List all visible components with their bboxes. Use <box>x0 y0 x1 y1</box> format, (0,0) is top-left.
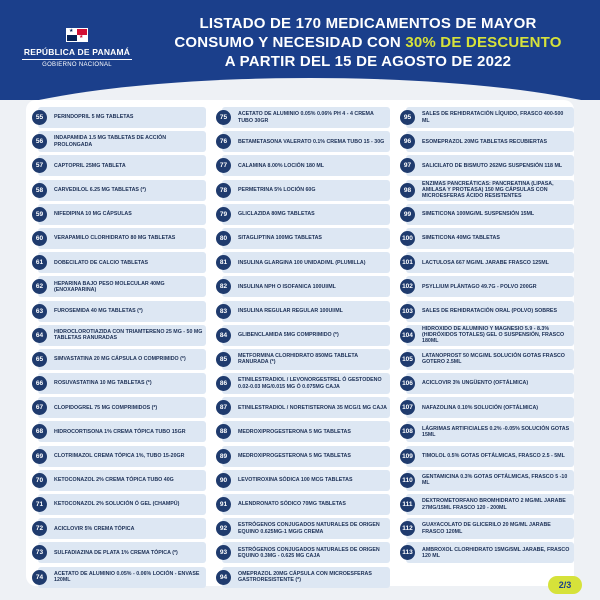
medication-item <box>216 300 390 323</box>
item-number-badge: 92 <box>216 521 231 536</box>
item-number-badge: 91 <box>216 497 231 512</box>
medication-item <box>32 179 206 202</box>
medication-item <box>216 493 390 516</box>
medication-item <box>400 396 574 419</box>
medication-name: ESOMEPRAZOL 20MG TABLETAS RECUBIERTAS <box>406 131 574 152</box>
medication-item <box>216 130 390 153</box>
item-number-badge: 65 <box>32 352 47 367</box>
item-number-badge: 73 <box>32 545 47 560</box>
medication-item <box>400 324 574 347</box>
item-number-badge: 95 <box>400 110 415 125</box>
medication-item <box>32 300 206 323</box>
item-number-badge: 113 <box>400 545 415 560</box>
item-number-badge: 82 <box>216 279 231 294</box>
medication-name: ACICLOVIR 3% UNGÜENTO (OFTÁLMICA) <box>406 373 574 394</box>
medication-column-3 <box>400 106 574 566</box>
medication-item <box>216 275 390 298</box>
header-curve <box>0 78 600 100</box>
title-line-1: LISTADO DE 170 MEDICAMENTOS DE MAYOR <box>199 15 537 32</box>
medication-name: GENTAMICINA 0.3% GOTAS OFTÁLMICAS, FRASCO 5 -10 ML <box>406 470 574 491</box>
medication-item <box>32 154 206 177</box>
item-number-badge: 74 <box>32 570 47 585</box>
item-number-badge: 98 <box>400 183 415 198</box>
medication-item <box>32 420 206 443</box>
medication-item <box>32 566 206 589</box>
medication-item <box>400 372 574 395</box>
medication-name: PERINDOPRIL 5 MG TABLETAS <box>38 107 206 128</box>
item-number-badge: 78 <box>216 183 231 198</box>
medication-name: CALAMINA 8.00% LOCIÓN 180 ML <box>222 155 390 176</box>
medication-item <box>216 566 390 589</box>
medication-name: VERAPAMILO CLORHIDRATO 80 MG TABLETAS <box>38 228 206 249</box>
title-line-3: A PARTIR DEL 15 DE AGOSTO DE 2022 <box>224 53 512 70</box>
medication-name: SALICILATO DE BISMUTO 262MG SUSPENSIÓN 118 ML <box>406 155 574 176</box>
medication-item <box>216 420 390 443</box>
item-number-badge: 71 <box>32 497 47 512</box>
item-number-badge: 77 <box>216 158 231 173</box>
medication-name: ROSUVASTATINA 10 MG TABLETAS (*) <box>38 373 206 394</box>
item-number-badge: 111 <box>400 497 415 512</box>
medication-item <box>400 300 574 323</box>
item-number-badge: 68 <box>32 424 47 439</box>
page-title <box>158 14 578 71</box>
medication-item <box>216 445 390 468</box>
item-number-badge: 104 <box>400 328 415 343</box>
item-number-badge: 109 <box>400 449 415 464</box>
item-number-badge: 61 <box>32 255 47 270</box>
medication-item <box>400 275 574 298</box>
discount-highlight: 30% DE DESCUENTO <box>405 34 562 51</box>
medication-name: LÁGRIMAS ARTIFICIALES 0.2% -0.05% SOLUCIÓN GOTAS 15ML <box>406 421 574 442</box>
item-number-badge: 60 <box>32 231 47 246</box>
medication-name: ALENDRONATO SÓDICO 70MG TABLETAS <box>222 494 390 515</box>
medication-item <box>400 445 574 468</box>
medication-name: PSYLLIUM PLÁNTAGO 49.7G - POLVO 200GR <box>406 276 574 297</box>
item-number-badge: 72 <box>32 521 47 536</box>
item-number-badge: 105 <box>400 352 415 367</box>
medication-item <box>32 106 206 129</box>
header-banner <box>0 0 600 100</box>
medication-name: SIMETICONA 40MG TABLETAS <box>406 228 574 249</box>
medication-name: ETINILESTRADIOL / LEVONORGESTREL Ó GESTODENO 0.02-0.03 MG/0.015 MG Ó 0.075MG CAJA <box>222 373 390 394</box>
medication-name: GLICLAZIDA 80MG TABLETAS <box>222 204 390 225</box>
item-number-badge: 101 <box>400 255 415 270</box>
item-number-badge: 108 <box>400 424 415 439</box>
medication-name: SALES DE REHIDRATACIÓN ORAL (POLVO) SOBRES <box>406 301 574 322</box>
item-number-badge: 69 <box>32 449 47 464</box>
medication-name: ESTRÓGENOS CONJUGADOS NATURALES DE ORIGEN EQUINO 0.3MG - 0.625 MG CAJA <box>222 542 390 563</box>
medication-name: OMEPRAZOL 20MG CÁPSULA CON MICROESFERAS GASTRORESISTENTE (*) <box>222 567 390 588</box>
medication-name: DEXTROMETORFANO BROMHIDRATO 2 MG/ML JARABE 27MG/15ML FRASCO 120 - 200ML <box>406 494 574 515</box>
medication-name: CARVEDILOL 6.25 MG TABLETAS (*) <box>38 180 206 201</box>
item-number-badge: 107 <box>400 400 415 415</box>
medication-item <box>32 445 206 468</box>
medication-item <box>32 541 206 564</box>
item-number-badge: 94 <box>216 570 231 585</box>
medication-name: KETOCONAZOL 2% SOLUCIÓN Ó GEL (CHAMPÚ) <box>38 494 206 515</box>
medication-name: INSULINA REGULAR REGULAR 100UI/ML <box>222 301 390 322</box>
medication-item <box>400 517 574 540</box>
medication-name: ESTRÓGENOS CONJUGADOS NATURALES DE ORIGEN EQUINO 0.625MG-1 MG/G CREMA <box>222 518 390 539</box>
item-number-badge: 87 <box>216 400 231 415</box>
item-number-badge: 63 <box>32 304 47 319</box>
item-number-badge: 75 <box>216 110 231 125</box>
item-number-badge: 62 <box>32 279 47 294</box>
item-number-badge: 83 <box>216 304 231 319</box>
item-number-badge: 112 <box>400 521 415 536</box>
medication-item <box>32 348 206 371</box>
title-line-2-pre: CONSUMO Y NECESIDAD CON <box>174 34 401 51</box>
medication-item <box>216 372 390 395</box>
medication-name: SITAGLIPTINA 100MG TABLETAS <box>222 228 390 249</box>
medication-name: LATANOPROST 50 MCG/ML SOLUCIÓN GOTAS FRASCO GOTERO 2.5ML <box>406 349 574 370</box>
medication-item <box>32 130 206 153</box>
item-number-badge: 70 <box>32 473 47 488</box>
medication-item <box>32 517 206 540</box>
medication-item <box>216 324 390 347</box>
item-number-badge: 79 <box>216 207 231 222</box>
medication-name: PERMETRINA 5% LOCIÓN 60G <box>222 180 390 201</box>
medication-name: ENZIMAS PANCREÁTICAS: PANCREATINA (LIPASA, AMILASA Y PROTEASA) 150 MG CÁPSULAS CON MICROESFERAS ÁCIDO RESISTENTES <box>406 180 574 201</box>
medication-item <box>216 154 390 177</box>
medication-name: ACETATO DE ALUMINIO 0.05% - 0.06% LOCIÓN - ENVASE 120ML <box>38 567 206 588</box>
item-number-badge: 58 <box>32 183 47 198</box>
medication-item <box>400 106 574 129</box>
medication-item <box>400 154 574 177</box>
medication-item <box>32 493 206 516</box>
medication-name: ACICLOVIR 5% CREMA TÓPICA <box>38 518 206 539</box>
medication-name: GUAYACOLATO DE GLICERILO 20 MG/ML JARABE FRASCO 120ML <box>406 518 574 539</box>
item-number-badge: 100 <box>400 231 415 246</box>
medication-item <box>216 203 390 226</box>
medication-item <box>400 130 574 153</box>
medication-item <box>216 469 390 492</box>
medication-name: CLOPIDOGREL 75 MG COMPRIMIDOS (*) <box>38 397 206 418</box>
medication-name: TIMOLOL 0.5% GOTAS OFTÁLMICAS, FRASCO 2.5 - 5ML <box>406 446 574 467</box>
medication-name: FUROSEMIDA 40 MG TABLETAS (*) <box>38 301 206 322</box>
medication-name: LEVOTIROXINA SÓDICA 100 MCG TABLETAS <box>222 470 390 491</box>
medication-item <box>400 251 574 274</box>
medication-column-2 <box>216 106 390 590</box>
item-number-badge: 80 <box>216 231 231 246</box>
title-line-2 <box>158 33 578 52</box>
item-number-badge: 86 <box>216 376 231 391</box>
medication-item <box>400 469 574 492</box>
item-number-badge: 96 <box>400 134 415 149</box>
item-number-badge: 103 <box>400 304 415 319</box>
item-number-badge: 59 <box>32 207 47 222</box>
item-number-badge: 76 <box>216 134 231 149</box>
medication-name: LACTULOSA 667 MG/ML JARABE FRASCO 125ML <box>406 252 574 273</box>
medication-name: MEDROXIPROGESTERONA 5 MG TABLETAS <box>222 446 390 467</box>
medication-name: HIDROCORTISONA 1% CREMA TÓPICA TUBO 15GR <box>38 421 206 442</box>
item-number-badge: 93 <box>216 545 231 560</box>
medication-name: KETOCONAZOL 2% CREMA TÓPICA TUBO 40G <box>38 470 206 491</box>
medication-item <box>216 251 390 274</box>
medication-name: METFORMINA CLORHIDRATO 850MG TABLETA RANURADA (*) <box>222 349 390 370</box>
medication-item <box>400 348 574 371</box>
medication-item <box>400 203 574 226</box>
medication-name: CAPTOPRIL 25MG TABLETA <box>38 155 206 176</box>
medication-name: SIMETICONA 100MG/ML SUSPENSIÓN 15ML <box>406 204 574 225</box>
medication-name: INDAPAMIDA 1.5 MG TABLETAS DE ACCIÓN PROLONGADA <box>38 131 206 152</box>
medication-item <box>400 179 574 202</box>
medication-name: NIFEDIPINA 10 MG CÁPSULAS <box>38 204 206 225</box>
medication-item <box>216 179 390 202</box>
item-number-badge: 97 <box>400 158 415 173</box>
item-number-badge: 56 <box>32 134 47 149</box>
medication-item <box>216 227 390 250</box>
medication-name: BETAMETASONA VALERATO 0.1% CREMA TUBO 15 - 30G <box>222 131 390 152</box>
medication-column-1 <box>32 106 206 590</box>
item-number-badge: 64 <box>32 328 47 343</box>
medication-name: SULFADIAZINA DE PLATA 1% CREMA TÓPICA (*) <box>38 542 206 563</box>
medication-name: HIDROCLOROTIAZIDA CON TRIAMTERENO 25 MG - 50 MG TABLETAS RANURADAS <box>38 325 206 346</box>
medication-name: DOBECILATO DE CALCIO TABLETAS <box>38 252 206 273</box>
item-number-badge: 110 <box>400 473 415 488</box>
medication-item <box>32 203 206 226</box>
medication-item <box>216 106 390 129</box>
medication-name: ACETATO DE ALUMINIO 0.05% 0.06% PH 4 - 4 CREMA TUBO 30GR <box>222 107 390 128</box>
medication-name: HEPARINA BAJO PESO MOLECULAR 40MG (ENOXAPARINA) <box>38 276 206 297</box>
medication-item <box>216 541 390 564</box>
panama-flag-icon <box>66 28 88 42</box>
government-logo <box>22 28 132 68</box>
medication-item <box>400 227 574 250</box>
medication-item <box>32 372 206 395</box>
medication-item <box>32 324 206 347</box>
country-name: REPÚBLICA DE PANAMÁ <box>23 47 131 57</box>
medication-item <box>32 227 206 250</box>
page-indicator: 2/3 <box>548 576 582 594</box>
medication-item <box>32 251 206 274</box>
medication-name: INSULINA GLARGINA 100 UNIDAD/ML (PLUMILLA) <box>222 252 390 273</box>
medication-name: GLIBENCLAMIDA 5MG COMPRIMIDO (*) <box>222 325 390 346</box>
medication-item <box>400 541 574 564</box>
item-number-badge: 89 <box>216 449 231 464</box>
medication-item <box>32 396 206 419</box>
medication-item <box>400 420 574 443</box>
medication-name: INSULINA NPH O ISOFANICA 100UI/ML <box>222 276 390 297</box>
medication-item <box>216 517 390 540</box>
medication-name: HIDROXIDO DE ALUMINIO Y MAGNESIO 5.9 - 8.3% (HIDRÓXIDOS TOTALES) GEL O SUSPENSIÓN, FRASCO 180ML <box>406 325 574 346</box>
item-number-badge: 106 <box>400 376 415 391</box>
medication-name: ETINILESTRADIOL / NORETISTERONA 35 MCG/1 MG CAJA <box>222 397 390 418</box>
item-number-badge: 102 <box>400 279 415 294</box>
medication-item <box>32 469 206 492</box>
item-number-badge: 85 <box>216 352 231 367</box>
item-number-badge: 66 <box>32 376 47 391</box>
medication-item <box>400 493 574 516</box>
item-number-badge: 88 <box>216 424 231 439</box>
medication-item <box>216 396 390 419</box>
item-number-badge: 84 <box>216 328 231 343</box>
item-number-badge: 90 <box>216 473 231 488</box>
item-number-badge: 55 <box>32 110 47 125</box>
medication-name: NAFAZOLINA 0.10% SOLUCIÓN (OFTÁLMICA) <box>406 397 574 418</box>
medication-item <box>32 275 206 298</box>
medication-name: SALES DE REHIDRATACIÓN LÍQUIDO, FRASCO 400-500 ML <box>406 107 574 128</box>
government-label: GOBIERNO NACIONAL <box>22 59 132 68</box>
item-number-badge: 99 <box>400 207 415 222</box>
medication-name: SIMVASTATINA 20 MG CÁPSULA O COMPRIMIDO (*) <box>38 349 206 370</box>
item-number-badge: 67 <box>32 400 47 415</box>
medication-name: AMBROXOL CLORHIDRATO 15MG/5ML JARABE, FRASCO 120 ML <box>406 542 574 563</box>
item-number-badge: 57 <box>32 158 47 173</box>
item-number-badge: 81 <box>216 255 231 270</box>
medication-item <box>216 348 390 371</box>
medication-name: MEDROXIPROGESTERONA 5 MG TABLETAS <box>222 421 390 442</box>
medication-name: CLOTRIMAZOL CREMA TÓPICA 1%, TUBO 15-20GR <box>38 446 206 467</box>
